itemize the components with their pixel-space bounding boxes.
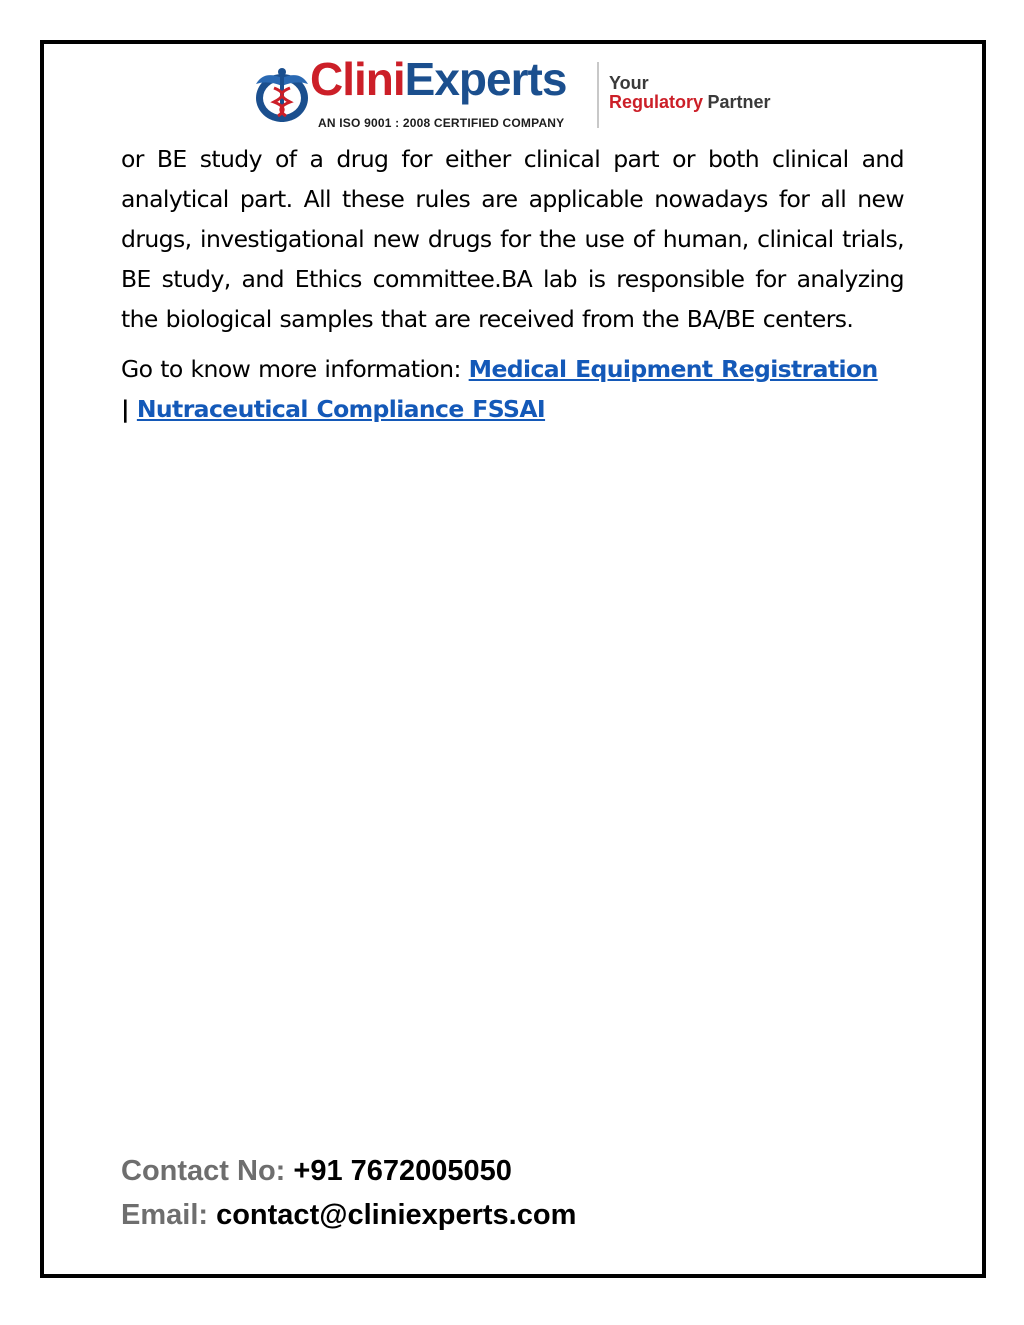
tagline-your: Your <box>609 73 649 93</box>
logo-divider <box>597 62 599 128</box>
logo-word-clini: Clini <box>310 53 405 105</box>
email-label: Email: <box>121 1199 209 1231</box>
info-paragraph <box>121 349 904 429</box>
email-line <box>121 1193 576 1237</box>
caduceus-emblem-icon <box>252 64 312 128</box>
medical-equipment-registration-link[interactable]: Medical Equipment Registration <box>468 355 878 383</box>
contact-email: contact@cliniexperts.com <box>216 1199 577 1231</box>
contact-line <box>121 1149 576 1193</box>
contact-label: Contact No: <box>121 1155 286 1187</box>
tagline-regulatory: Regulatory <box>609 91 704 112</box>
document-body <box>121 139 904 429</box>
tagline-partner: Partner <box>707 91 771 112</box>
nutraceutical-compliance-link[interactable]: Nutraceutical Compliance FSSAI <box>136 395 546 423</box>
link-separator: | <box>121 395 129 423</box>
contact-phone: +91 7672005050 <box>293 1155 512 1187</box>
logo-certification-text: AN ISO 9001 : 2008 CERTIFIED COMPANY <box>318 116 565 130</box>
logo-wordmark <box>310 53 567 105</box>
cliniexperts-logo <box>252 53 772 132</box>
info-prefix: Go to know more information: <box>121 355 469 383</box>
body-paragraph: or BE study of a drug for either clinical part or both clinical and analytical part. All these rules are applicable nowadays for all new drugs, investigational new drugs for the use of human, clinical trials, BE study, and Ethics committee.BA lab is responsible for analyzing the biological samples that are received from the BA/BE centers. <box>121 145 904 333</box>
logo-tagline <box>609 74 771 113</box>
logo-word-experts: Experts <box>404 53 567 105</box>
contact-block <box>121 1149 576 1237</box>
